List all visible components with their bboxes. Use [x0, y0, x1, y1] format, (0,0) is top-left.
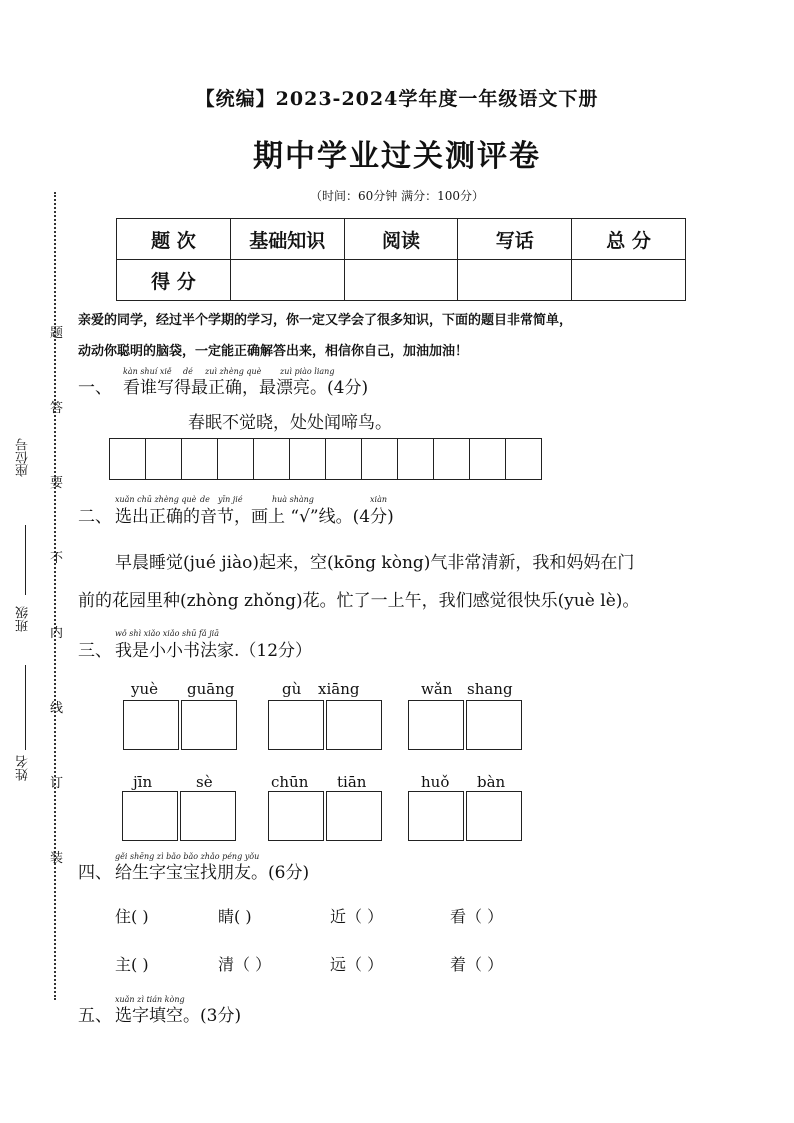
character-pair-item: 睛( ) — [218, 907, 252, 926]
pinyin-annotation: zuì zhèng què — [205, 367, 262, 376]
margin-char: 答 — [50, 401, 64, 416]
word-pinyin: gù — [282, 680, 302, 698]
name-label: 姓名 — [16, 755, 31, 781]
binding-dotted-line — [54, 192, 56, 1000]
table-header-cell: 题 次 — [117, 219, 231, 260]
character-pair-item: 主( ) — [115, 955, 149, 974]
character-box[interactable] — [466, 700, 522, 750]
exam-main-title: 期中学业过关测评卷 — [253, 139, 541, 174]
score-table-header-row — [117, 219, 686, 260]
section-4-heading — [78, 858, 309, 883]
word-box-pair[interactable] — [408, 791, 524, 841]
pinyin-annotation: xuǎn chū zhèng què — [115, 495, 197, 504]
margin-char: 线 — [50, 701, 64, 716]
margin-char: 题 — [50, 326, 64, 341]
section-3-heading — [78, 636, 312, 661]
section-5-heading — [78, 1001, 241, 1026]
class-label: 班级 — [16, 606, 31, 632]
character-box[interactable] — [466, 791, 522, 841]
word-pinyin: sè — [196, 773, 213, 791]
table-header-cell: 总 分 — [572, 219, 686, 260]
word-box-pair[interactable] — [268, 700, 384, 750]
word-pinyin: tiān — [337, 773, 367, 791]
table-header-cell: 基础知识 — [230, 219, 344, 260]
intro-line-1: 亲爱的同学，经过半个学期的学习，你一定又学会了很多知识，下面的题目非常简单， — [78, 313, 573, 328]
pinyin-annotation: dé — [183, 367, 193, 376]
word-pinyin: huǒ — [421, 773, 450, 791]
pinyin-annotation: yīn jié — [218, 495, 243, 504]
table-header-cell: 阅读 — [344, 219, 458, 260]
class-blank[interactable] — [25, 525, 26, 595]
pinyin-annotation: xiàn — [370, 495, 387, 504]
seat-number-label: 座位号 — [16, 438, 31, 477]
section-1-heading — [78, 373, 368, 398]
character-box[interactable] — [181, 700, 237, 750]
passage-line-1: 早晨睡觉(jué jiào)起来，空(kōng kòng)气非常清新，我和妈妈在门 — [115, 553, 635, 573]
score-table — [116, 218, 686, 301]
writing-cell[interactable] — [253, 438, 290, 480]
exam-time-info: （时间：60分钟 满分：100分） — [310, 189, 484, 203]
writing-cell[interactable] — [397, 438, 434, 480]
character-pair-item: 看（ ） — [450, 907, 504, 926]
section-text: 看谁写得最正确，最漂亮。(4分) — [123, 378, 369, 398]
word-pinyin: bàn — [477, 773, 506, 791]
score-cell[interactable] — [344, 260, 458, 301]
pinyin-annotation: zuì piào liang — [280, 367, 335, 376]
pinyin-annotation: huà shàng — [272, 495, 314, 504]
word-pinyin: wǎn — [421, 680, 453, 698]
word-pinyin: guāng — [187, 680, 235, 698]
section-number: 一、 — [78, 378, 112, 398]
writing-cell[interactable] — [361, 438, 398, 480]
word-box-pair[interactable] — [408, 700, 524, 750]
section-number: 五、 — [78, 1006, 112, 1026]
margin-char: 订 — [50, 776, 64, 791]
writing-cell[interactable] — [145, 438, 182, 480]
character-pair-item: 清（ ） — [218, 955, 272, 974]
pinyin-annotation: wǒ shì xiǎo xiǎo shū fǎ jiā — [115, 629, 219, 638]
pinyin-annotation: de — [200, 495, 210, 504]
character-pair-item: 远（ ） — [330, 955, 384, 974]
word-pinyin: chūn — [271, 773, 309, 791]
word-box-pair[interactable] — [122, 791, 238, 841]
character-box[interactable] — [122, 791, 178, 841]
score-cell[interactable] — [230, 260, 344, 301]
character-box[interactable] — [326, 791, 382, 841]
word-pinyin: jīn — [133, 773, 153, 791]
word-box-pair[interactable] — [123, 700, 239, 750]
section-text: 选字填空。(3分) — [115, 1006, 242, 1026]
section-2-heading — [78, 502, 394, 527]
passage-line-2: 前的花园里种(zhòng zhǒng)花。忙了一上午，我们感觉很快乐(yuè lè)。 — [78, 591, 640, 611]
score-row-label: 得 分 — [117, 260, 231, 301]
table-header-cell: 写话 — [458, 219, 572, 260]
name-blank[interactable] — [25, 665, 26, 750]
character-pair-item: 近（ ） — [330, 907, 384, 926]
writing-cell[interactable] — [469, 438, 506, 480]
character-box[interactable] — [326, 700, 382, 750]
poem-line: 春眠不觉晓，处处闻啼鸟。 — [188, 413, 392, 433]
section-number: 二、 — [78, 507, 112, 527]
character-box[interactable] — [123, 700, 179, 750]
section-text: 给生字宝宝找朋友。(6分) — [115, 863, 310, 883]
section-number: 四、 — [78, 863, 112, 883]
writing-cell[interactable] — [181, 438, 218, 480]
writing-cell[interactable] — [433, 438, 470, 480]
intro-line-2: 动动你聪明的脑袋，一定能正确解答出来，相信你自己，加油加油！ — [78, 344, 469, 359]
character-box[interactable] — [268, 791, 324, 841]
pinyin-annotation: xuǎn zì tián kòng — [115, 995, 185, 1004]
writing-cell[interactable] — [325, 438, 362, 480]
writing-cell[interactable] — [289, 438, 326, 480]
word-box-pair[interactable] — [268, 791, 384, 841]
score-table-score-row — [117, 260, 686, 301]
score-cell[interactable] — [458, 260, 572, 301]
character-box[interactable] — [408, 791, 464, 841]
margin-char: 装 — [50, 851, 64, 866]
margin-char: 不 — [50, 551, 64, 566]
pinyin-annotation: gěi shēng zì bǎo bǎo zhǎo péng yǒu — [115, 852, 260, 861]
character-pair-item: 着（ ） — [450, 955, 504, 974]
section-number: 三、 — [78, 641, 112, 661]
section-text: 选出正确的音节，画上 “√”线。(4分) — [115, 507, 394, 527]
pinyin-annotation: kàn shuí xiě — [123, 367, 172, 376]
character-box[interactable] — [268, 700, 324, 750]
word-pinyin: yuè — [131, 680, 159, 698]
character-pair-item: 住( ) — [115, 907, 149, 926]
writing-cell[interactable] — [109, 438, 146, 480]
score-cell[interactable] — [572, 260, 686, 301]
character-box[interactable] — [180, 791, 236, 841]
section-text: 我是小小书法家.（12分） — [115, 641, 313, 661]
character-box[interactable] — [408, 700, 464, 750]
writing-grid[interactable] — [110, 438, 542, 480]
exam-header-title: 【统编】2023-2024学年度一年级语文下册 — [195, 88, 599, 110]
word-pinyin: xiāng — [318, 680, 360, 698]
writing-cell[interactable] — [505, 438, 542, 480]
margin-char: 内 — [50, 626, 64, 641]
margin-char: 要 — [50, 476, 64, 491]
word-pinyin: shang — [467, 680, 513, 698]
writing-cell[interactable] — [217, 438, 254, 480]
